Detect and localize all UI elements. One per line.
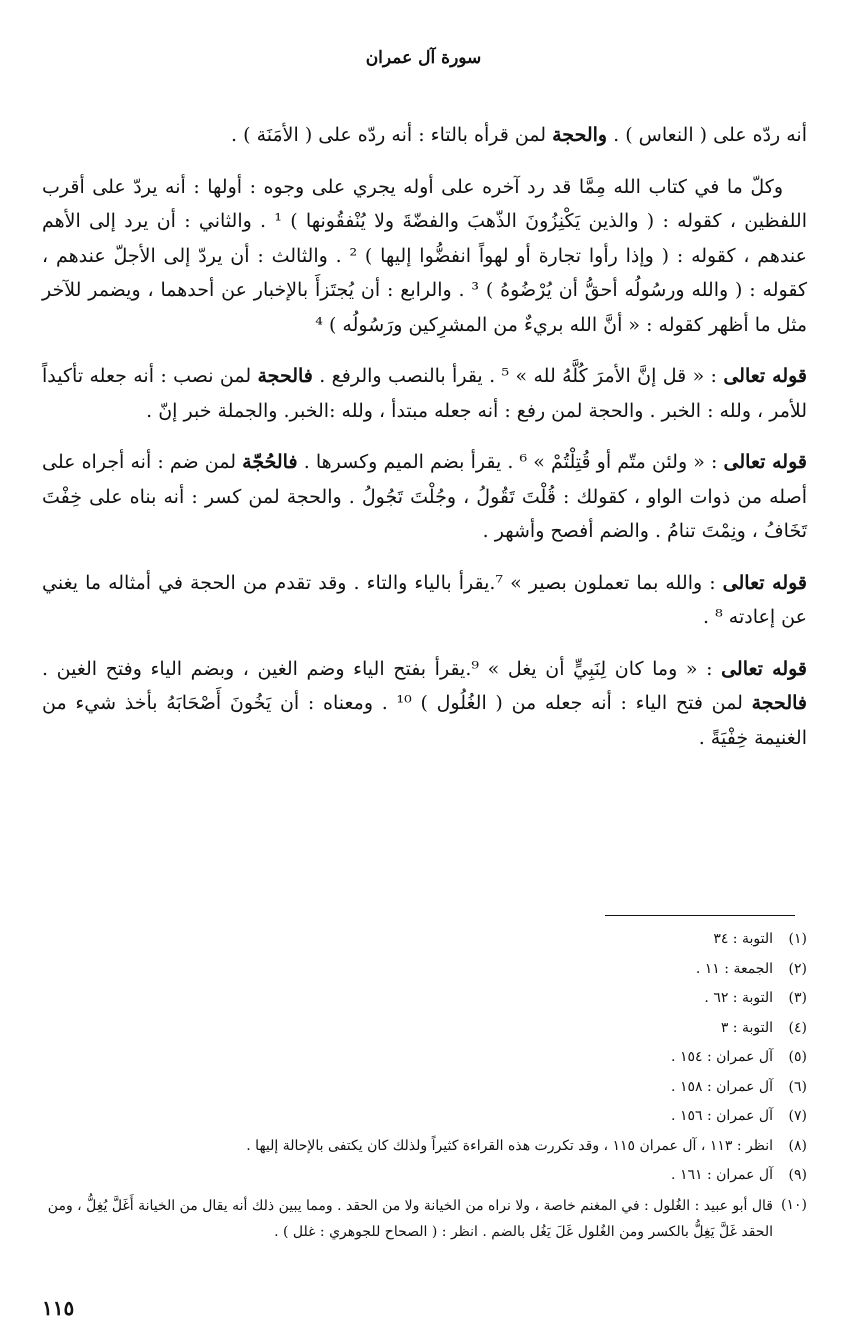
footnote	[42, 1102, 807, 1132]
paragraph-text: أنه ردّه على ( النعاس ) .	[613, 124, 807, 146]
lead-phrase: قوله تعالى	[723, 451, 807, 473]
page-number: ١١٥	[42, 1296, 75, 1320]
paragraph	[42, 566, 807, 635]
paragraph	[42, 445, 807, 549]
paragraph-text: : والله بما تعملون بصير » ⁷.يقرأ بالياء والتاء . وقد تقدم من الحجة في أمثاله ما يغني عن إعادته ⁸ .	[42, 571, 807, 628]
footnote-number: (٧)	[788, 1108, 807, 1124]
footnote-text: التوبة : ٦٢ .	[704, 990, 773, 1006]
paragraph-rest: لمن قرأه بالتاء : أنه ردّه على ( الأمَنَة ) .	[231, 124, 553, 146]
footnote-text: انظر : ١١٣ ، آل عمران ١١٥ ، وقد تكررت هذه القراءة كثيراً ولذلك كان يكتفى بالإحالة إليها .	[246, 1137, 773, 1154]
footnote-number: (٢)	[788, 960, 807, 977]
footnote-number: (٩)	[788, 1167, 807, 1183]
highlight-term: فالحجة	[751, 692, 807, 714]
footnote-number: (٥)	[788, 1049, 807, 1065]
footnotes	[42, 925, 807, 1245]
highlight-term: والحجة	[552, 124, 608, 146]
footnote-text: آل عمران : ١٥٤ .	[671, 1049, 773, 1065]
paragraph	[42, 118, 807, 153]
paragraph-text: وكلّ ما في كتاب الله مِمَّا قد رد آخره على أوله يجري على وجوه : أولها : أنه يردّ على أقرب اللفظين ، كقوله : ( والذين يَكْنِزُونَ الذّهبَ والفضّةَ ولا يُنْفقُونها ) ¹ . والثاني : أن يرد إلى الأهم عندهم ، كقوله : ( وإذا رأوا تجارة أو لهواً انفضُّوا إليها ) ² . والثالث : أن يردّ إلى الأجلّ عندهم ، كقوله : ( والله ورسُولُه أحقُّ أن يُرْضُوهُ ) ³ . والرابع : أن يُجتَزأَ بالإخبار عن أحدهما ، ويضمر للآخر مثل ما أظهر كقوله : « أنَّ الله بريءٌ من المشرِكين ورَسُولُه ) ⁴	[42, 175, 808, 336]
paragraph	[42, 359, 807, 428]
footnote	[42, 984, 807, 1014]
footnote	[42, 1043, 807, 1073]
paragraph-text: : « وما كان لِنَبِيٍّ أن يغل » ⁹.يقرأ بفتح الياء وضم الغين ، وبضم الياء وفتح الغين .	[42, 657, 722, 680]
highlight-term: فالحجة	[257, 365, 313, 387]
footnote-divider	[605, 915, 795, 916]
paragraph	[42, 170, 807, 343]
footnote	[42, 1191, 807, 1245]
lead-phrase: قوله تعالى	[723, 365, 808, 387]
footnote-text: آل عمران : ١٥٨ .	[671, 1078, 773, 1095]
footnote-text: التوبة : ٣	[720, 1019, 773, 1036]
lead-phrase: قوله تعالى	[721, 657, 808, 680]
lead-phrase: قوله تعالى	[722, 571, 808, 594]
footnote	[42, 1014, 807, 1044]
highlight-term: فالحُجّة	[242, 451, 298, 473]
paragraph-rest: لمن ضم : أنه أجراه على أصله من ذوات الواو ، كقولك : قُلْتَ تَقُولُ ، وجُلْتَ تَجُولُ . والحجة لمن كسر : أنه بناه على خِفْتَ تَخَافُ ، ونِمْتَ تنامُ . والضم أفصح وأشهر .	[42, 451, 807, 542]
footnote-number: (٨)	[788, 1137, 807, 1154]
footnote-text: آل عمران : ١٦١ .	[671, 1167, 773, 1183]
footnote-number: (٣)	[788, 990, 807, 1006]
footnote	[42, 1132, 807, 1162]
footnote	[42, 955, 807, 985]
running-header: سورة آل عمران	[365, 48, 482, 68]
paragraph-rest: لمن نصب : أنه جعله تأكيداً للأمر ، ولله : الخبر . والحجة لمن رفع : أنه جعله مبتدأ ، ولله :الخبر. والجملة خبر إنّ .	[42, 365, 807, 422]
footnote	[42, 1161, 807, 1191]
paragraph-rest: لمن فتح الياء : أنه جعله من ( الغُلُول ) ¹⁰ . ومعناه : أن يَخُونَ أَصْحَابَهُ بأخذ شيء من الغنيمة خِفْيَةً .	[42, 692, 807, 749]
paragraph-text: : « قل إنَّ الأمرَ كُلَّهُ لله » ⁵ . يقرأ بالنصب والرفع .	[319, 365, 724, 387]
footnote-text: التوبة : ٣٤	[713, 931, 773, 947]
footnote	[42, 925, 807, 955]
paragraph-text: : « ولئن متّم أو قُتِلْتُمْ » ⁶ . يقرأ بضم الميم وكسرها .	[303, 451, 724, 473]
footnote-text: قال أبو عبيد : الغُلول : في المغنم خاصة ، ولا نراه من الخيانة ولا من الحقد . ومما يبين ذلك أنه يقال من الخيانة أَغَلَّ يُغِلُّ ، ومن الحقد غَلَّ يَغِلُّ بالكسر ومن الغُلول غَلَ يَغُل بالضم . انظر : ( الصحاح للجوهري : غلل ) .	[47, 1197, 773, 1240]
footnote-number: (١٠)	[781, 1196, 807, 1213]
footnote	[42, 1073, 807, 1103]
footnote-number: (٤)	[788, 1019, 807, 1036]
paragraph	[42, 652, 807, 756]
footnote-number: (٦)	[788, 1078, 807, 1095]
footnote-text: آل عمران : ١٥٦ .	[671, 1108, 773, 1124]
footnote-number: (١)	[788, 931, 807, 947]
main-text	[42, 118, 807, 772]
footnote-text: الجمعة : ١١ .	[695, 960, 773, 977]
